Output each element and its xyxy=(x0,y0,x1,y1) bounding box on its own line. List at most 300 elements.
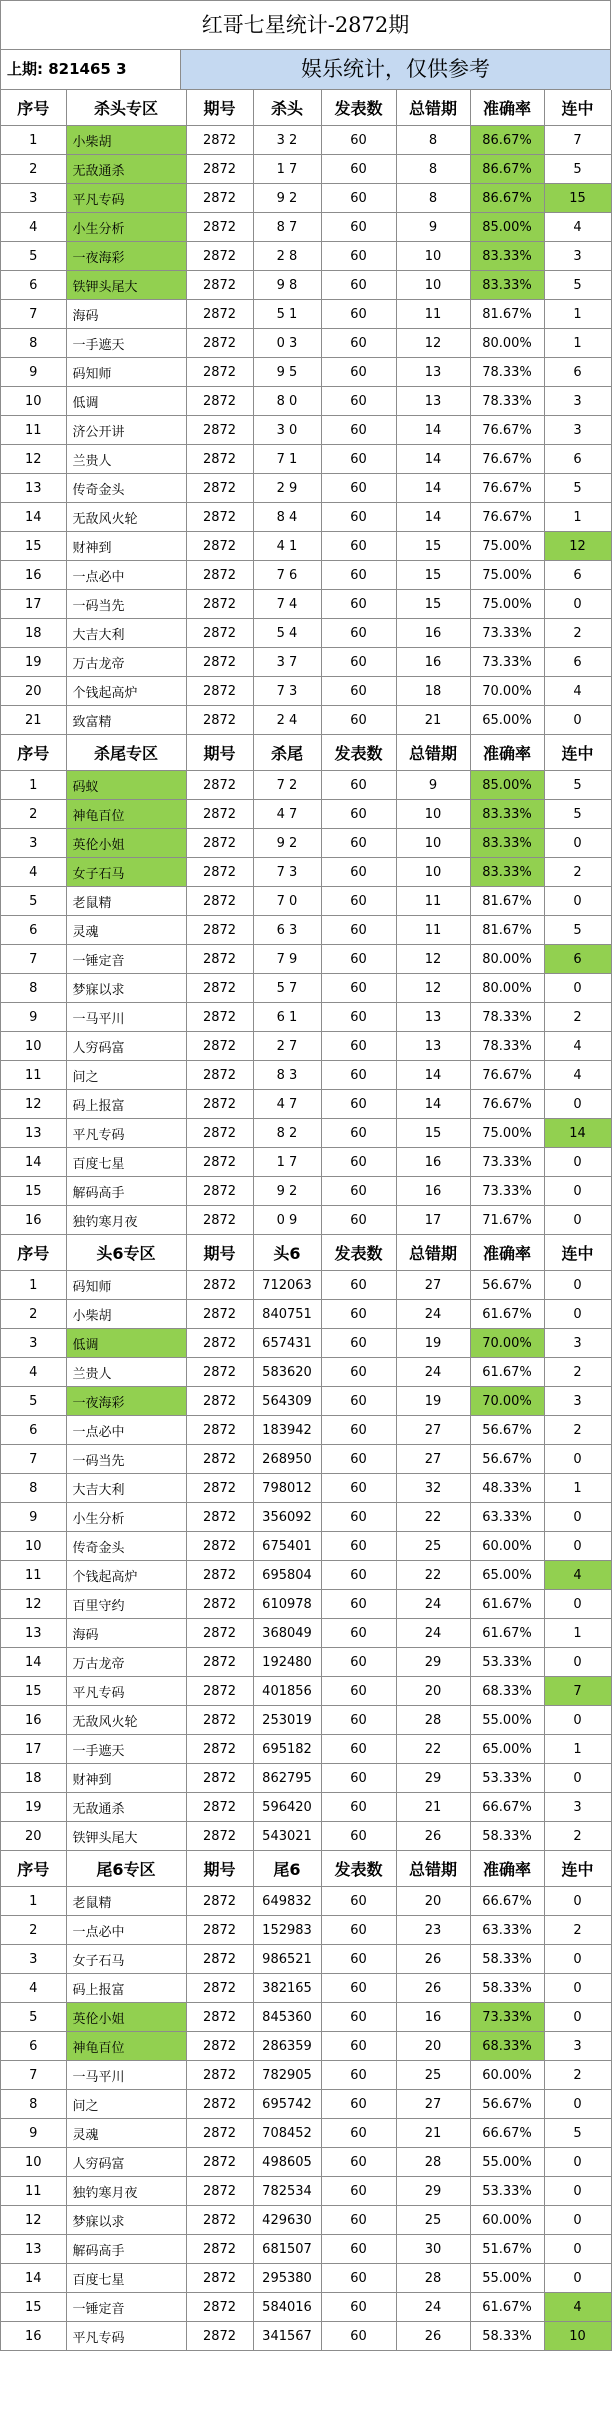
row-index: 20 xyxy=(1,1822,66,1851)
posted-count-header: 发表数 xyxy=(321,1235,396,1271)
posted-count: 60 xyxy=(321,561,396,590)
pick-numbers: 7 0 xyxy=(253,887,321,916)
accuracy-rate: 85.00% xyxy=(470,771,544,800)
expert-name: 解码高手 xyxy=(66,2235,186,2264)
posted-count: 60 xyxy=(321,1974,396,2003)
expert-name: 传奇金头 xyxy=(66,1532,186,1561)
period-number: 2872 xyxy=(186,2148,253,2177)
expert-name: 解码高手 xyxy=(66,1177,186,1206)
total-miss: 22 xyxy=(396,1503,470,1532)
period-number: 2872 xyxy=(186,271,253,300)
expert-name: 一点必中 xyxy=(66,1916,186,1945)
expert-name: 铁钾头尾大 xyxy=(66,1822,186,1851)
posted-count: 60 xyxy=(321,1387,396,1416)
win-streak: 0 xyxy=(544,2003,611,2032)
pick-numbers: 782905 xyxy=(253,2061,321,2090)
period-number: 2872 xyxy=(186,474,253,503)
expert-name: 码蚁 xyxy=(66,771,186,800)
row-index: 17 xyxy=(1,1735,66,1764)
accuracy-rate: 56.67% xyxy=(470,1416,544,1445)
table-row xyxy=(1,2264,611,2293)
accuracy-rate: 78.33% xyxy=(470,387,544,416)
period-number: 2872 xyxy=(186,358,253,387)
zone-header: 尾6专区 xyxy=(66,1851,186,1887)
pick-numbers: 649832 xyxy=(253,1887,321,1916)
table-row xyxy=(1,619,611,648)
posted-count: 60 xyxy=(321,1032,396,1061)
total-miss: 24 xyxy=(396,1619,470,1648)
posted-count: 60 xyxy=(321,474,396,503)
accuracy-rate: 68.33% xyxy=(470,2032,544,2061)
table-row xyxy=(1,677,611,706)
total-miss: 11 xyxy=(396,916,470,945)
expert-name: 独钓寒月夜 xyxy=(66,1206,186,1235)
win-streak: 4 xyxy=(544,2293,611,2322)
previous-draw-row xyxy=(1,50,611,90)
posted-count: 60 xyxy=(321,800,396,829)
accuracy-rate: 81.67% xyxy=(470,916,544,945)
win-streak: 4 xyxy=(544,1032,611,1061)
accuracy-rate: 83.33% xyxy=(470,242,544,271)
row-index: 2 xyxy=(1,1300,66,1329)
period-number: 2872 xyxy=(186,1590,253,1619)
index-header: 序号 xyxy=(1,1851,66,1887)
table-row xyxy=(1,1764,611,1793)
zone-header: 杀头专区 xyxy=(66,90,186,126)
table-row xyxy=(1,1271,611,1300)
accuracy-rate: 70.00% xyxy=(470,1329,544,1358)
accuracy-rate: 75.00% xyxy=(470,1119,544,1148)
period-number: 2872 xyxy=(186,2061,253,2090)
posted-count: 60 xyxy=(321,1003,396,1032)
pick-numbers: 543021 xyxy=(253,1822,321,1851)
row-index: 14 xyxy=(1,1648,66,1677)
win-streak: 0 xyxy=(544,1206,611,1235)
expert-name: 女子石马 xyxy=(66,1945,186,1974)
win-streak: 4 xyxy=(544,213,611,242)
table-row xyxy=(1,1177,611,1206)
period-number: 2872 xyxy=(186,887,253,916)
pick-numbers: 9 2 xyxy=(253,1177,321,1206)
row-index: 11 xyxy=(1,1061,66,1090)
expert-name: 英伦小姐 xyxy=(66,2003,186,2032)
table-row xyxy=(1,532,611,561)
total-miss: 12 xyxy=(396,329,470,358)
total-miss: 10 xyxy=(396,858,470,887)
row-index: 19 xyxy=(1,1793,66,1822)
row-index: 17 xyxy=(1,590,66,619)
row-index: 14 xyxy=(1,503,66,532)
win-streak: 6 xyxy=(544,945,611,974)
total-miss: 9 xyxy=(396,213,470,242)
pick-numbers: 845360 xyxy=(253,2003,321,2032)
table-row xyxy=(1,387,611,416)
accuracy-rate: 78.33% xyxy=(470,1032,544,1061)
total-miss: 10 xyxy=(396,242,470,271)
accuracy-rate: 53.33% xyxy=(470,1648,544,1677)
win-streak: 5 xyxy=(544,271,611,300)
pick-header: 杀头 xyxy=(253,90,321,126)
period-number: 2872 xyxy=(186,1764,253,1793)
period-number: 2872 xyxy=(186,2235,253,2264)
accuracy-rate: 76.67% xyxy=(470,503,544,532)
period-number: 2872 xyxy=(186,1648,253,1677)
win-streak: 0 xyxy=(544,590,611,619)
posted-count: 60 xyxy=(321,1561,396,1590)
pick-numbers: 183942 xyxy=(253,1416,321,1445)
period-number: 2872 xyxy=(186,1300,253,1329)
pick-numbers: 253019 xyxy=(253,1706,321,1735)
pick-header: 杀尾 xyxy=(253,735,321,771)
accuracy-rate: 75.00% xyxy=(470,561,544,590)
total-miss: 23 xyxy=(396,1916,470,1945)
pick-numbers: 610978 xyxy=(253,1590,321,1619)
accuracy-header: 准确率 xyxy=(470,735,544,771)
period-number: 2872 xyxy=(186,1503,253,1532)
expert-name: 财神到 xyxy=(66,532,186,561)
win-streak: 5 xyxy=(544,2119,611,2148)
table-row xyxy=(1,858,611,887)
total-miss: 24 xyxy=(396,2293,470,2322)
accuracy-rate: 55.00% xyxy=(470,1706,544,1735)
expert-name: 一点必中 xyxy=(66,561,186,590)
total-miss: 15 xyxy=(396,1119,470,1148)
win-streak: 0 xyxy=(544,1974,611,2003)
total-miss: 25 xyxy=(396,1532,470,1561)
total-miss: 13 xyxy=(396,1032,470,1061)
accuracy-rate: 75.00% xyxy=(470,590,544,619)
win-streak: 5 xyxy=(544,916,611,945)
total-miss: 16 xyxy=(396,2003,470,2032)
win-streak: 0 xyxy=(544,1945,611,1974)
pick-numbers: 7 1 xyxy=(253,445,321,474)
row-index: 2 xyxy=(1,1916,66,1945)
table-row xyxy=(1,2293,611,2322)
total-miss: 21 xyxy=(396,1793,470,1822)
row-index: 13 xyxy=(1,2235,66,2264)
expert-name: 个钱起高炉 xyxy=(66,1561,186,1590)
table-row xyxy=(1,1206,611,1235)
row-index: 2 xyxy=(1,800,66,829)
expert-name: 码上报富 xyxy=(66,1090,186,1119)
streak-header: 连中 xyxy=(544,1851,611,1887)
table-row xyxy=(1,1119,611,1148)
period-number: 2872 xyxy=(186,1974,253,2003)
table-row xyxy=(1,2032,611,2061)
table-row xyxy=(1,2003,611,2032)
period-number: 2872 xyxy=(186,1119,253,1148)
table-row xyxy=(1,126,611,155)
win-streak: 0 xyxy=(544,1148,611,1177)
pick-numbers: 4 7 xyxy=(253,800,321,829)
period-number: 2872 xyxy=(186,1329,253,1358)
pick-numbers: 5 1 xyxy=(253,300,321,329)
table-row xyxy=(1,916,611,945)
table-row xyxy=(1,590,611,619)
total-miss: 26 xyxy=(396,1945,470,1974)
table-row xyxy=(1,1090,611,1119)
row-index: 9 xyxy=(1,358,66,387)
total-miss: 19 xyxy=(396,1387,470,1416)
period-number: 2872 xyxy=(186,1387,253,1416)
row-index: 11 xyxy=(1,416,66,445)
table-row xyxy=(1,1300,611,1329)
table-row xyxy=(1,1974,611,2003)
posted-count: 60 xyxy=(321,213,396,242)
pick-numbers: 356092 xyxy=(253,1503,321,1532)
table-row xyxy=(1,329,611,358)
pick-numbers: 4 1 xyxy=(253,532,321,561)
posted-count: 60 xyxy=(321,2090,396,2119)
total-miss-header: 总错期 xyxy=(396,90,470,126)
total-miss: 22 xyxy=(396,1735,470,1764)
pick-numbers: 708452 xyxy=(253,2119,321,2148)
win-streak: 7 xyxy=(544,1677,611,1706)
period-number: 2872 xyxy=(186,945,253,974)
table-row xyxy=(1,242,611,271)
posted-count-header: 发表数 xyxy=(321,735,396,771)
table-row xyxy=(1,1474,611,1503)
period-header: 期号 xyxy=(186,90,253,126)
table-row xyxy=(1,2235,611,2264)
expert-name: 传奇金头 xyxy=(66,474,186,503)
pick-numbers: 152983 xyxy=(253,1916,321,1945)
row-index: 3 xyxy=(1,184,66,213)
posted-count: 60 xyxy=(321,771,396,800)
table-row xyxy=(1,561,611,590)
posted-count: 60 xyxy=(321,416,396,445)
table-row xyxy=(1,1532,611,1561)
accuracy-rate: 56.67% xyxy=(470,1271,544,1300)
table-row xyxy=(1,213,611,242)
total-miss: 10 xyxy=(396,271,470,300)
period-number: 2872 xyxy=(186,2119,253,2148)
accuracy-rate: 60.00% xyxy=(470,2061,544,2090)
pick-numbers: 8 7 xyxy=(253,213,321,242)
table-row xyxy=(1,2177,611,2206)
posted-count: 60 xyxy=(321,2177,396,2206)
expert-name: 码上报富 xyxy=(66,1974,186,2003)
expert-name: 低调 xyxy=(66,387,186,416)
posted-count: 60 xyxy=(321,387,396,416)
pick-numbers: 0 9 xyxy=(253,1206,321,1235)
posted-count: 60 xyxy=(321,1503,396,1532)
total-miss: 22 xyxy=(396,1561,470,1590)
total-miss: 24 xyxy=(396,1590,470,1619)
win-streak: 0 xyxy=(544,1177,611,1206)
total-miss: 27 xyxy=(396,2090,470,2119)
accuracy-rate: 80.00% xyxy=(470,329,544,358)
period-number: 2872 xyxy=(186,126,253,155)
row-index: 8 xyxy=(1,1474,66,1503)
pick-numbers: 840751 xyxy=(253,1300,321,1329)
accuracy-rate: 60.00% xyxy=(470,2206,544,2235)
expert-name: 兰贵人 xyxy=(66,1358,186,1387)
table-row xyxy=(1,155,611,184)
win-streak: 0 xyxy=(544,706,611,735)
pick-numbers: 596420 xyxy=(253,1793,321,1822)
total-miss: 25 xyxy=(396,2206,470,2235)
posted-count: 60 xyxy=(321,1677,396,1706)
accuracy-rate: 63.33% xyxy=(470,1916,544,1945)
row-index: 9 xyxy=(1,1503,66,1532)
pick-numbers: 5 7 xyxy=(253,974,321,1003)
posted-count-header: 发表数 xyxy=(321,1851,396,1887)
total-miss: 32 xyxy=(396,1474,470,1503)
win-streak: 10 xyxy=(544,2322,611,2351)
row-index: 15 xyxy=(1,1677,66,1706)
posted-count: 60 xyxy=(321,1590,396,1619)
table-row xyxy=(1,1416,611,1445)
posted-count: 60 xyxy=(321,916,396,945)
win-streak: 2 xyxy=(544,1416,611,1445)
expert-name: 百度七星 xyxy=(66,1148,186,1177)
expert-name: 小生分析 xyxy=(66,213,186,242)
table-row xyxy=(1,974,611,1003)
posted-count: 60 xyxy=(321,648,396,677)
period-number: 2872 xyxy=(186,213,253,242)
expert-name: 问之 xyxy=(66,1061,186,1090)
accuracy-rate: 58.33% xyxy=(470,1822,544,1851)
posted-count: 60 xyxy=(321,1271,396,1300)
total-miss: 21 xyxy=(396,706,470,735)
accuracy-rate: 86.67% xyxy=(470,155,544,184)
win-streak: 1 xyxy=(544,1474,611,1503)
posted-count: 60 xyxy=(321,184,396,213)
posted-count: 60 xyxy=(321,1119,396,1148)
total-miss: 28 xyxy=(396,2148,470,2177)
win-streak: 3 xyxy=(544,1793,611,1822)
expert-name: 独钓寒月夜 xyxy=(66,2177,186,2206)
period-number: 2872 xyxy=(186,590,253,619)
accuracy-rate: 78.33% xyxy=(470,1003,544,1032)
period-number: 2872 xyxy=(186,1822,253,1851)
win-streak: 1 xyxy=(544,503,611,532)
posted-count: 60 xyxy=(321,1416,396,1445)
win-streak: 5 xyxy=(544,155,611,184)
total-miss: 20 xyxy=(396,1677,470,1706)
table-row xyxy=(1,1148,611,1177)
expert-name: 百度七星 xyxy=(66,2264,186,2293)
accuracy-header: 准确率 xyxy=(470,1851,544,1887)
expert-name: 致富精 xyxy=(66,706,186,735)
table-row xyxy=(1,1648,611,1677)
expert-name: 小柴胡 xyxy=(66,1300,186,1329)
pick-numbers: 9 2 xyxy=(253,829,321,858)
period-number: 2872 xyxy=(186,155,253,184)
accuracy-rate: 53.33% xyxy=(470,1764,544,1793)
period-number: 2872 xyxy=(186,1358,253,1387)
win-streak: 0 xyxy=(544,1887,611,1916)
accuracy-rate: 61.67% xyxy=(470,2293,544,2322)
period-header: 期号 xyxy=(186,1851,253,1887)
period-number: 2872 xyxy=(186,2206,253,2235)
table-row xyxy=(1,2206,611,2235)
accuracy-rate: 83.33% xyxy=(470,829,544,858)
expert-name: 大吉大利 xyxy=(66,1474,186,1503)
period-number: 2872 xyxy=(186,1532,253,1561)
table-row xyxy=(1,2061,611,2090)
total-miss: 8 xyxy=(396,184,470,213)
pick-numbers: 695182 xyxy=(253,1735,321,1764)
pick-numbers: 712063 xyxy=(253,1271,321,1300)
table-row xyxy=(1,1945,611,1974)
accuracy-rate: 83.33% xyxy=(470,800,544,829)
period-number: 2872 xyxy=(186,532,253,561)
win-streak: 3 xyxy=(544,387,611,416)
period-number: 2872 xyxy=(186,858,253,887)
pick-numbers: 192480 xyxy=(253,1648,321,1677)
accuracy-rate: 76.67% xyxy=(470,445,544,474)
accuracy-header: 准确率 xyxy=(470,1235,544,1271)
period-number: 2872 xyxy=(186,1945,253,1974)
win-streak: 0 xyxy=(544,2235,611,2264)
expert-name: 灵魂 xyxy=(66,2119,186,2148)
streak-header: 连中 xyxy=(544,1235,611,1271)
row-index: 6 xyxy=(1,1416,66,1445)
pick-numbers: 286359 xyxy=(253,2032,321,2061)
accuracy-rate: 68.33% xyxy=(470,1677,544,1706)
total-miss: 14 xyxy=(396,474,470,503)
pick-numbers: 429630 xyxy=(253,2206,321,2235)
zone-header: 头6专区 xyxy=(66,1235,186,1271)
total-miss: 11 xyxy=(396,887,470,916)
posted-count: 60 xyxy=(321,2235,396,2264)
table-row xyxy=(1,887,611,916)
accuracy-rate: 86.67% xyxy=(470,126,544,155)
expert-name: 平凡专码 xyxy=(66,184,186,213)
accuracy-rate: 80.00% xyxy=(470,945,544,974)
period-number: 2872 xyxy=(186,300,253,329)
index-header: 序号 xyxy=(1,735,66,771)
posted-count-header: 发表数 xyxy=(321,90,396,126)
win-streak: 0 xyxy=(544,2090,611,2119)
table-row xyxy=(1,1590,611,1619)
posted-count: 60 xyxy=(321,2032,396,2061)
section-header-row xyxy=(1,1235,611,1271)
row-index: 6 xyxy=(1,916,66,945)
total-miss: 20 xyxy=(396,2032,470,2061)
period-number: 2872 xyxy=(186,2177,253,2206)
expert-name: 一夜海彩 xyxy=(66,1387,186,1416)
row-index: 15 xyxy=(1,2293,66,2322)
row-index: 1 xyxy=(1,771,66,800)
posted-count: 60 xyxy=(321,300,396,329)
posted-count: 60 xyxy=(321,329,396,358)
win-streak: 3 xyxy=(544,1329,611,1358)
previous-draw-label: 上期: xyxy=(7,60,43,78)
pick-numbers: 7 9 xyxy=(253,945,321,974)
table-row xyxy=(1,800,611,829)
period-number: 2872 xyxy=(186,1148,253,1177)
period-number: 2872 xyxy=(186,706,253,735)
row-index: 12 xyxy=(1,445,66,474)
row-index: 10 xyxy=(1,1032,66,1061)
table-row xyxy=(1,503,611,532)
row-index: 21 xyxy=(1,706,66,735)
expert-name: 一锤定音 xyxy=(66,945,186,974)
posted-count: 60 xyxy=(321,445,396,474)
accuracy-rate: 66.67% xyxy=(470,1793,544,1822)
expert-name: 平凡专码 xyxy=(66,1677,186,1706)
total-miss: 14 xyxy=(396,445,470,474)
posted-count: 60 xyxy=(321,1445,396,1474)
win-streak: 4 xyxy=(544,1561,611,1590)
period-number: 2872 xyxy=(186,800,253,829)
expert-name: 大吉大利 xyxy=(66,619,186,648)
accuracy-rate: 65.00% xyxy=(470,1735,544,1764)
period-number: 2872 xyxy=(186,1793,253,1822)
